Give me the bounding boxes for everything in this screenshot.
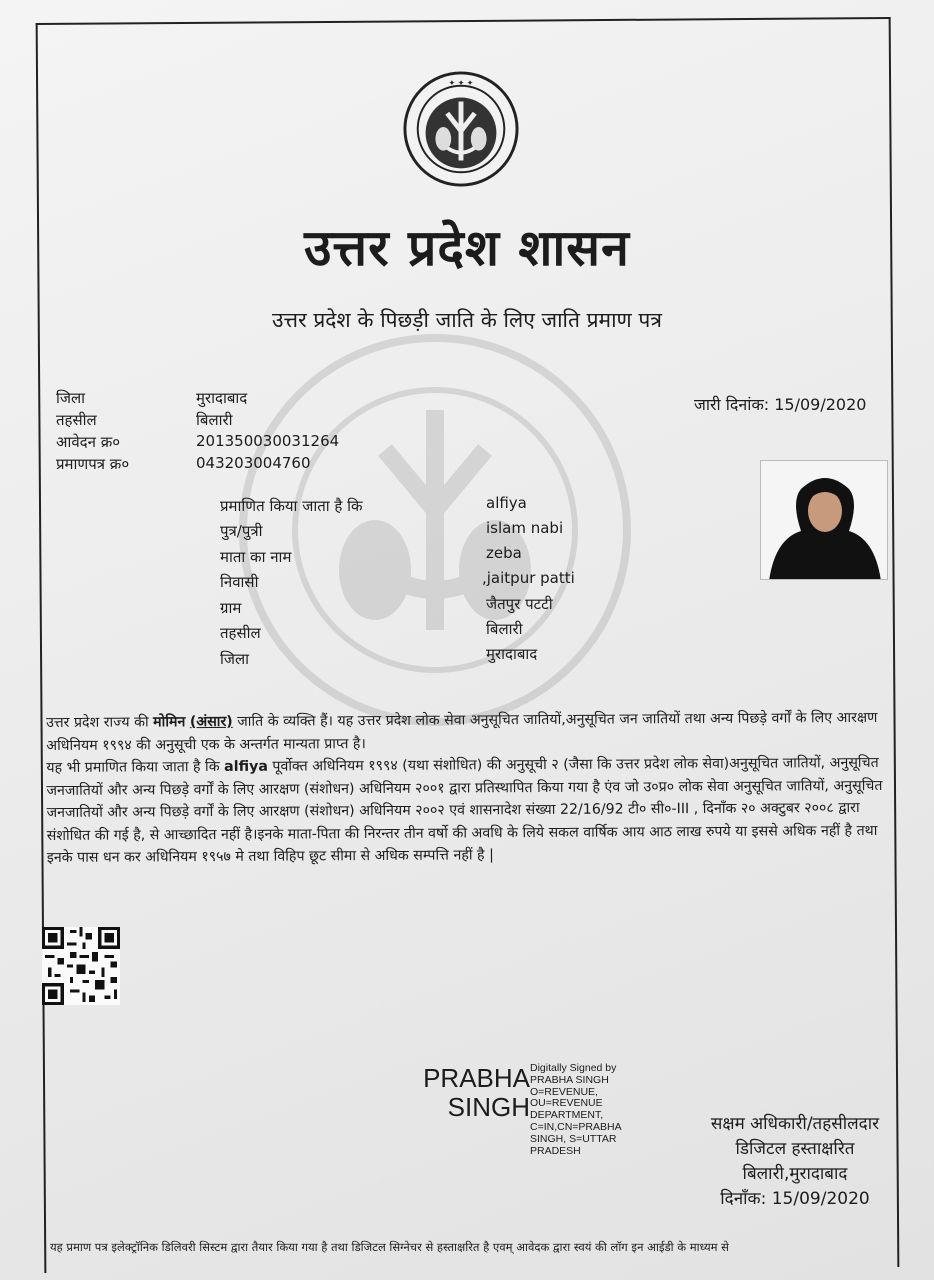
- signer-last-name: SINGH: [447, 1092, 530, 1122]
- body-p2-end: पूर्वोक्त अधिनियम १९९४ (यथा संशोधित) की अनुसूची २ (जैसा कि उत्तर प्रदेश लोक सेवा)अनुसूचित जातियों, अनुसूचित जनजातियों और अन्य पिछड़े वर्गों के लिए आरक्षण (संशोधन) अधिनियम २००१ द्वारा प्रतिस्थापित किया गया है एंव जो उ०प्र० लोक सेवा अनुसूचित जातियों, अनुसूचित जनजातियों और अन्य पिछड़े वर्गों के लिए आरक्षण (संशोधन) अधिनियम २००२ एवं शासनादेश संख्या 22/16/92 टी० सी०-III , दिनाँक २० अक्टुबर २००८ द्वारा संशोधित की गई है, से आच्छादित नहीं है।इनके माता-पिता की निरन्तर तीन वर्षो की अवधि के लिये सकल वार्षिक आय आठ लाख रुपये या इससे अधिक नहीं है तथा इनके पास धन कर अधिनियम १९५७ मे तथा विहिप छूट सीमा से अधिक सम्पत्ति नहीं है |: [46, 754, 883, 866]
- field-value-name: alfiya: [486, 494, 527, 512]
- district-label: जिला: [56, 389, 86, 407]
- district-value: मुरादाबाद: [196, 389, 248, 407]
- field-value-village: जैतपुर पटटी: [486, 595, 553, 613]
- body-applicant-name: alfiya: [224, 758, 268, 775]
- field-value-tehsil: बिलारी: [486, 620, 523, 638]
- body-p1-start: उत्तर प्रदेश राज्य की: [46, 714, 154, 731]
- field-value-mother: zeba: [486, 544, 522, 562]
- signer-name: [420, 1064, 530, 1122]
- application-number-value: 201350030031264: [196, 432, 340, 450]
- up-government-emblem: [402, 70, 520, 188]
- body-p1-end: जाति के व्यक्ति हैं। यह उत्तर प्रदेश लोक सेवा अनुसूचित जातियों,अनुसूचित जन जातियों तथा अन्य पिछड़े वर्गों के लिए आरक्षण अधिनियम १९९४ की अनुसूची एक के अन्तर्गत मान्यता प्राप्त है।: [46, 709, 878, 754]
- field-label-mother: माता का नाम: [220, 548, 292, 566]
- field-label-child-of: पुत्र/पुत्री: [220, 522, 263, 540]
- officer-location: बिलारी,मुरादाबाद: [742, 1164, 848, 1184]
- certificate-number-value: 043203004760: [196, 454, 311, 472]
- caste-name: मोमिन: [153, 714, 186, 731]
- field-label-certified: प्रमाणित किया जाता है कि: [220, 497, 363, 515]
- certificate-number-label: प्रमाणपत्र क्र०: [56, 455, 130, 473]
- field-label-tehsil: तहसील: [220, 624, 261, 642]
- application-number-label: आवेदन क्र०: [56, 433, 121, 451]
- digital-signature-details: Digitally Signed by PRABHA SINGH O=REVENUE, OU=REVENUE DEPARTMENT, C=IN,CN=PRABHA SINGH, S=UTTAR PRADESH: [530, 1062, 622, 1157]
- officer-digitally-signed: डिजिटल हस्ताक्षरित: [735, 1139, 855, 1159]
- certificate-subtitle: उत्तर प्रदेश के पिछड़ी जाति के लिए जाति प्रमाण पत्र: [272, 308, 662, 332]
- footer-note: यह प्रमाण पत्र इलेक्ट्रॉनिक डिलिवरी सिस्टम द्वारा तैयार किया गया है तथा डिजिटल सिग्नेचर से हस्ताक्षरित है एवम् आवेदक द्वारा स्वयं की लॉग इन आईडी के माध्यम से: [50, 1240, 729, 1254]
- watermark-emblem: [235, 330, 635, 730]
- qr-code: [41, 927, 121, 1005]
- applicant-photo: [760, 460, 888, 580]
- field-value-father: islam nabi: [486, 519, 564, 537]
- tehsil-value: बिलारी: [196, 411, 233, 429]
- signer-first-name: PRABHA: [423, 1063, 530, 1093]
- field-label-village: ग्राम: [220, 599, 242, 617]
- page-title: उत्तर प्रदेश शासन: [304, 219, 630, 277]
- officer-date: दिनाँक: 15/09/2020: [720, 1189, 870, 1209]
- body-p2-start: यह भी प्रमाणित किया जाता है कि: [46, 758, 225, 776]
- field-label-district: जिला: [220, 650, 250, 668]
- issue-date: जारी दिनांक: 15/09/2020: [694, 395, 867, 414]
- field-value-resident: ,jaitpur patti: [482, 569, 575, 587]
- officer-title: सक्षम अधिकारी/तहसीलदार: [710, 1114, 880, 1134]
- field-value-district: मुरादाबाद: [486, 645, 538, 663]
- certificate-body: [46, 707, 907, 870]
- tehsil-label: तहसील: [56, 411, 97, 429]
- officer-block: [680, 1112, 910, 1212]
- field-label-resident: निवासी: [220, 573, 259, 591]
- caste-subname: (अंसार): [189, 713, 233, 731]
- svg-text:✦ ✦ ✦: ✦ ✦ ✦: [448, 78, 474, 88]
